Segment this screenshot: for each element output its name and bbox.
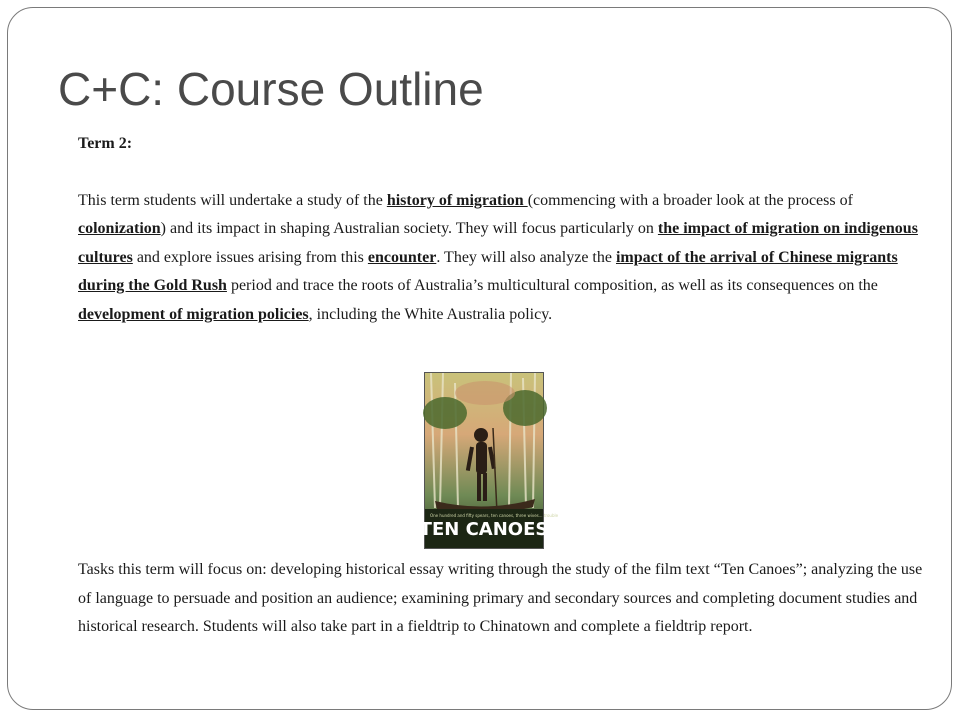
emphasized-term: development of migration policies	[78, 305, 309, 323]
emphasized-term: history of migration	[386, 191, 528, 209]
emphasized-term: colonization	[78, 220, 161, 237]
emphasized-term: encounter	[367, 248, 437, 266]
ten-canoes-poster	[419, 372, 559, 549]
paragraph-text: This term students will undertake a study of the	[78, 191, 387, 209]
intro-paragraph	[78, 187, 918, 330]
tasks-paragraph: Tasks this term will focus on: developing historical essay writing through the study of the film text “Ten Canoes”; analyzing the use of language to persuade and position an audience; examining primary and secondary sources and completing document studies and historical research. Students will also take part in a fieldtrip to Chinatown and complete a fieldtrip report.	[78, 561, 923, 635]
slide-content	[78, 130, 918, 329]
paragraph-text: period and trace the roots of Australia’s multicultural composition, as well as its consequences on the	[226, 277, 878, 294]
paragraph-text: and explore issues arising from this	[132, 248, 368, 266]
poster-tagline: One hundred and fifty spears, ten canoes, three wives... trouble	[430, 513, 559, 518]
paragraph-text: ) and its impact in shaping Australian society. They will focus particularly on	[160, 220, 658, 237]
film-poster-image	[419, 373, 559, 548]
poster-title: TEN CANOES	[419, 519, 549, 540]
paragraph-text: , including the White Australia policy.	[308, 305, 553, 323]
emphasized-term: impact of the arrival of Chinese migrants during the Gold Rush	[78, 248, 898, 294]
paragraph-text: . They will also analyze the	[436, 248, 616, 266]
slide-title: C+C: Course Outline	[58, 63, 484, 115]
emphasized-term: the impact of migration on indigenous cultures	[78, 220, 918, 266]
paragraph-text: (commencing with a broader look at the process of	[527, 191, 853, 209]
term-heading: Term 2:	[78, 135, 133, 152]
